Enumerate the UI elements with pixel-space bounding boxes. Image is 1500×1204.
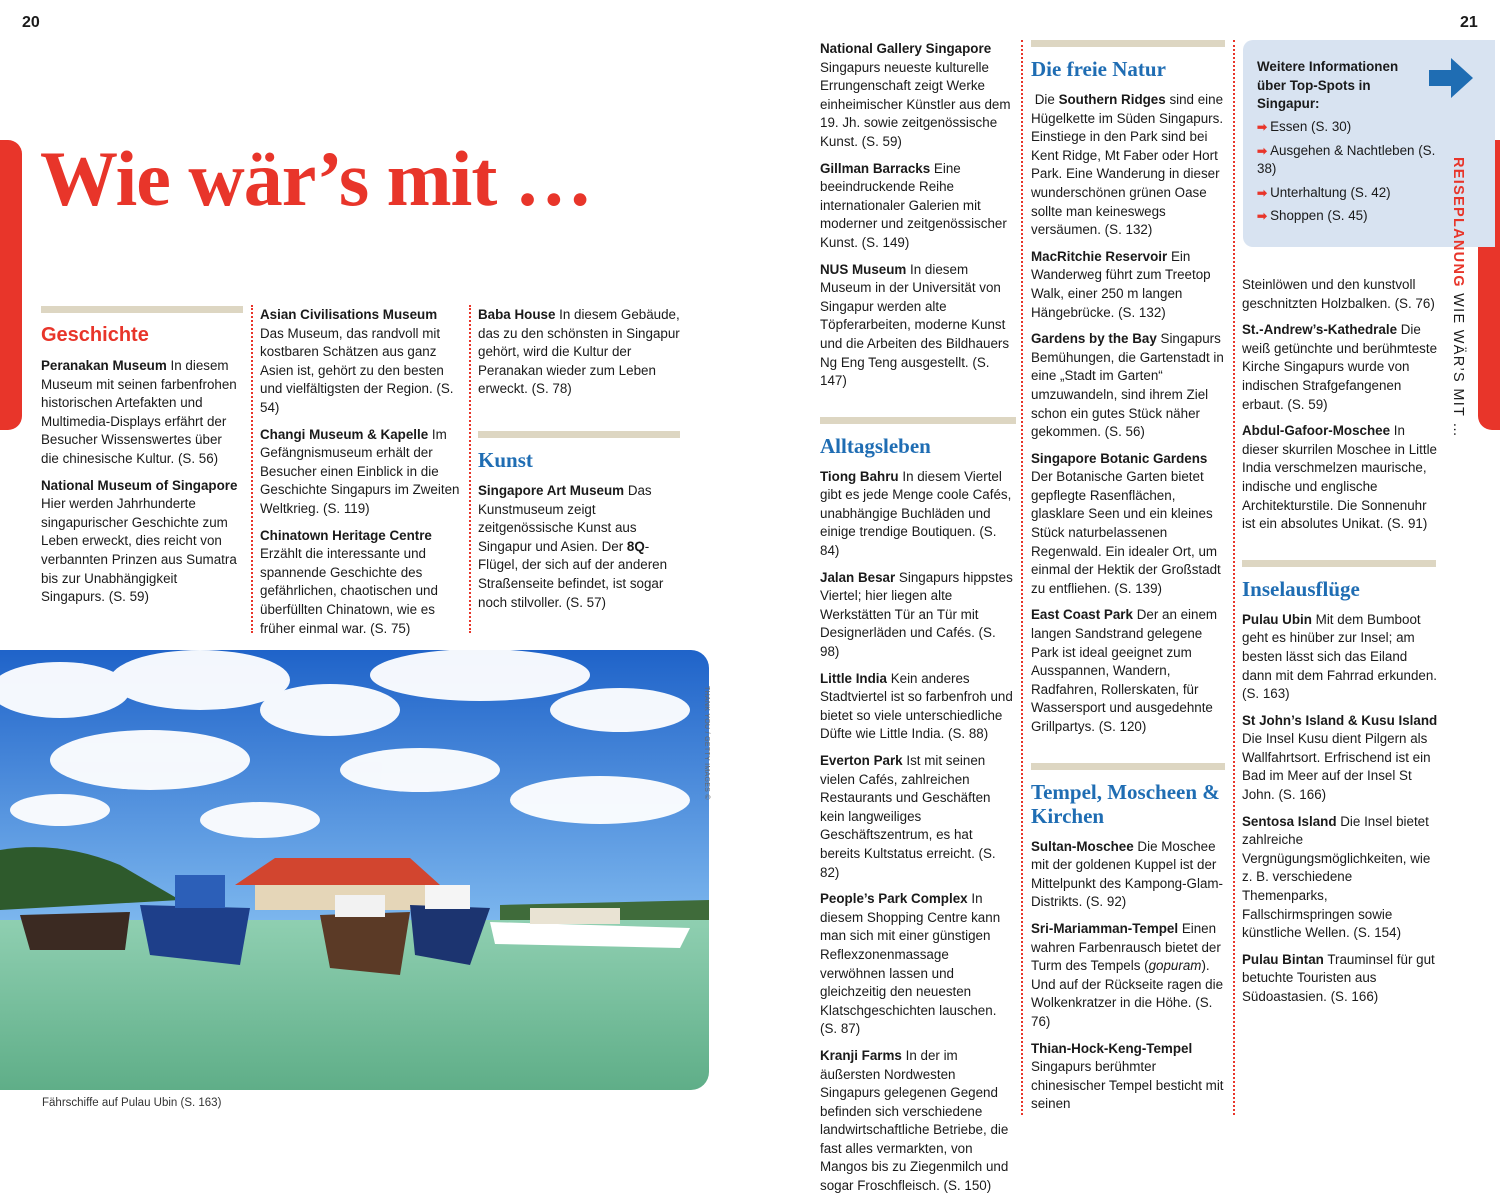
photo-ferries-pulau-ubin <box>0 650 709 1090</box>
entry-chinatown-heritage: Chinatown Heritage Centre Erzählt die interessante und spannende Geschichte des gefährlichen, chaotischen und überfüllten Chinatown, wie es früher einmal war. (S. 75) <box>260 527 438 636</box>
arrow-bullet-icon: ➡ <box>1257 120 1268 134</box>
section-bar <box>1242 560 1436 567</box>
arrow-bullet-icon: ➡ <box>1257 209 1268 224</box>
section-heading-alltagsleben: Alltagsleben <box>820 433 931 458</box>
arrow-bullet-icon: ➡ <box>1257 143 1268 158</box>
section-heading-insel: Inselausflüge <box>1242 576 1360 601</box>
entry-baba-house: Baba House In diesem Gebäude, das zu den schönsten in Singapur gehört, wird die Kultur der Peranakan wieder zum Leben erweckt. (S. 78) <box>478 307 680 397</box>
info-link-essen[interactable]: ➡ Essen (S. 30) <box>1257 119 1352 134</box>
info-link-unterhaltung[interactable]: ➡ Unterhaltung (S. 42) <box>1257 184 1391 200</box>
column-natur-tempel <box>1031 40 1225 1122</box>
section-heading-tempel: Tempel, Moscheen & Kirchen <box>1031 779 1220 828</box>
entry-tiong-bahru: Tiong Bahru In diesem Viertel gibt es jede Menge coole Cafés, unabhängige Buchläden und einige trendige Boutiquen. (S. 84) <box>820 468 1012 559</box>
column-geschichte-1 <box>41 306 243 615</box>
entry-asian-civilisations: Asian Civilisations Museum Das Museum, das randvoll mit kostbaren Schätzen aus ganz Asien ist, gehört zu den besten und vielfältigsten der Region. (S. 54) <box>260 307 454 415</box>
entry-pulau-ubin: Pulau Ubin Mit dem Bumboot geht es hinüber zur Insel; am besten lässt sich das Eiland dann mit dem Fahrrad erkunden. (S. 163) <box>1242 611 1438 702</box>
entry-east-coast-park: East Coast Park Der an einem langen Sandstrand gelegene Park ist ideal geeignet zum Ausspannen, Wandern, Radfahren, Rollerskaten, für Wassersport und ausgedehnte Grillpartys. (S. 120) <box>1031 607 1218 734</box>
photo-caption: Fährschiffe auf Pulau Ubin (S. 163) <box>42 1097 222 1109</box>
photo-credit: THANK YOU / GETTY IMAGES © <box>703 686 710 800</box>
section-bar <box>820 417 1016 424</box>
column-divider <box>1233 40 1235 1115</box>
side-label-topic: WIE WÄR’S MIT … <box>1450 293 1466 439</box>
column-geschichte-3 <box>478 306 680 620</box>
column-divider <box>251 305 253 633</box>
entry-gardens-by-the-bay: Gardens by the Bay Singapurs Bemühungen, die Gartenstadt in eine „Stadt im Garten“ umzuwandeln, sind ihrem Ziel schon ein gutes Stück näher gekommen. (S. 56) <box>1031 331 1224 440</box>
column-divider <box>1021 40 1023 1115</box>
info-box-links <box>1257 118 1457 231</box>
entry-thian-hock-keng-cont: Steinlöwen und den kunstvoll geschnitzten Holzbalken. (S. 76) <box>1242 277 1435 311</box>
section-heading-kunst: Kunst <box>478 447 533 472</box>
right-page-number: 21 <box>1460 14 1478 31</box>
section-bar <box>41 306 243 313</box>
entry-pulau-bintan: Pulau Bintan Trauminsel für gut betuchte Touristen aus Südoastasien. (S. 166) <box>1242 951 1435 1004</box>
section-bar <box>478 431 680 438</box>
info-link-ausgehen[interactable]: ➡ Ausgehen & Nachtleben (S. 38) <box>1257 142 1436 177</box>
entry-nus-museum: NUS Museum In diesem Museum in der Universität von Singapur werden alte Töpferarbeiten, moderne Kunst und die Arbeiten des Bildhauers Ng Eng Teng ausgestellt. (S. 147) <box>820 261 1010 389</box>
section-heading-geschichte: Geschichte <box>41 324 149 346</box>
column-tempel-insel <box>1242 276 1438 1015</box>
entry-botanic-gardens: Singapore Botanic Gardens Der Botanische Garten bietet gepflegte Rasenflächen, glasklare Seen und ein kleines Stück naturbelassenen Regenwald. Ein idealer Ort, um einmal der Hektik der Großstadt zu entfliehen. (S. 139) <box>1031 450 1221 596</box>
section-bar <box>1031 40 1225 47</box>
entry-sentosa: Sentosa Island Die Insel bietet zahlreiche Vergnügungsmöglichkeiten, wie z. B. verschiedene Themenparks, Fallschirmspringen sowie künstliche Wellen. (S. 154) <box>1242 813 1431 941</box>
left-page-number: 20 <box>22 14 40 31</box>
entry-peranakan-museum: Peranakan Museum In diesem Museum mit seinen farbenfrohen historischen Artefakten und Multimedia-Displays erfährt der Besucher Wissenswertes über die chinesische Kultur. (S. 56) <box>41 358 237 466</box>
entry-peoples-park: People’s Park Complex In diesem Shopping Centre kann man sich mit einer günstigen Reflexzonenmassage verwöhnen lassen und gleichzeitig den neuesten Klatschgeschichten lauschen. (S. 87) <box>820 891 1001 1037</box>
entry-singapore-art-museum: Singapore Art Museum Das Kunstmuseum zeigt zeitgenössische Kunst aus Singapur und Asien. Der 8Q-Flügel, der sich auf der anderen Straßenseite befindet, ist sogar noch stilvoller. (S. 57) <box>478 482 668 610</box>
entry-macritchie: MacRitchie Reservoir Ein Wanderweg führt zum Treetop Walk, einer 250 m langen Hängebrücke. (S. 132) <box>1031 248 1211 320</box>
entry-gillman-barracks: Gillman Barracks Eine beeindruckende Reihe internationaler Galerien mit moderner und zeitgenössischer Kunst. (S. 149) <box>820 160 1007 250</box>
entry-everton-park: Everton Park Ist mit seinen vielen Cafés, zahlreichen Restaurants und Geschäften kein langweiliges Geschäftszentrum, es hat bereits Kultstatus erreicht. (S. 82) <box>820 753 996 880</box>
entry-changi-museum: Changi Museum & Kapelle Im Gefängnismuseum erhält der Besucher einen Einblick in die Geschichte Singapurs im Zweiten Weltkrieg. (S. 119) <box>260 426 460 516</box>
entry-jalan-besar: Jalan Besar Singapurs hippstes Viertel; hier liegen alte Werkstätten Tür an Tür mit Designerläden und Cafés. (S. 98) <box>820 569 1013 660</box>
left-edge-tab <box>0 140 22 430</box>
entry-st-andrews: St.-Andrew’s-Kathedrale Die weiß getünchte und berühmteste Kirche Singapurs wurde von indischen Strafgefangenen erbaut. (S. 59) <box>1242 322 1438 412</box>
entry-little-india: Little India Kein anderes Stadtviertel ist so farbenfroh und bietet so viele unterschiedliche Düfte wie Little India. (S. 88) <box>820 670 1013 742</box>
entry-national-museum: National Museum of Singapore Hier werden Jahrhunderte singapurischer Geschichte zum Leben erweckt, dies reicht von verbannten Prinzen aus Sumatra bis zur Unabhängigkeit Singapurs. (S. 59) <box>41 477 238 605</box>
entry-sri-mariamman: Sri-Mariamman-Tempel Einen wahren Farbenrausch bietet der Turm des Tempels (gopuram). Und auf der Rückseite ragen die Wolkenkratzer in die Höhe. (S. 76) <box>1031 920 1224 1029</box>
entry-thian-hock-keng: Thian-Hock-Keng-Tempel Singapurs berühmter chinesischer Tempel besticht mit seinen <box>1031 1040 1224 1112</box>
side-label <box>1450 157 1466 438</box>
column-geschichte-2 <box>260 306 460 646</box>
column-kunst-alltag <box>820 40 1016 1204</box>
arrow-bullet-icon: ➡ <box>1257 185 1268 200</box>
page-title: Wie wär’s mit … <box>40 135 592 222</box>
section-heading-natur: Die freie Natur <box>1031 57 1166 81</box>
entry-st-johns-kusu: St John’s Island & Kusu Island Die Insel Kusu dient Pilgern als Wallfahrtsort. Erfrischend ist ein Bad im Meer auf der Insel St John. (S. 166) <box>1242 712 1438 803</box>
entry-national-gallery: National Gallery Singapore Singapurs neueste kulturelle Errungenschaft zeigt Werke einheimischer Künstler aus dem 19. Jh. sowie zeitgenössische Kunst. (S. 59) <box>820 41 1011 149</box>
side-label-section: REISEPLANUNG <box>1450 157 1466 288</box>
arrow-right-icon <box>1429 58 1473 98</box>
photo-illustration <box>0 650 709 1090</box>
info-box-title: Weitere Informationen über Top-Spots in Singapur: <box>1257 59 1399 112</box>
section-bar <box>1031 763 1225 770</box>
entry-southern-ridges: Die Southern Ridges sind eine Hügelkette im Süden Singapurs. Einstiege in den Park sind bei Kent Ridge, Mt Faber oder Hort Park. Eine Wanderung in dieser wunderschönen grünen Oase sollte man keineswegs versäumen. (S. 132) <box>1031 92 1224 238</box>
entry-sultan-moschee: Sultan-Moschee Die Moschee mit der goldenen Kuppel ist der Mittelpunkt des Kampong-Glam-Distrikts. (S. 92) <box>1031 838 1224 910</box>
info-link-shoppen[interactable]: ➡ Shoppen (S. 45) <box>1257 208 1368 224</box>
column-divider <box>469 305 471 633</box>
entry-kranji-farms: Kranji Farms In der im äußersten Nordwesten Singapurs gelegenen Gegend befinden sich verschiedene landwirtschaftliche Betriebe, die fast alles vermarkten, von Mangos bis zu Ziegenmilch und sogar Froschfleisch. (S. 150) <box>820 1047 1009 1194</box>
entry-abdul-gafoor: Abdul-Gafoor-Moschee In dieser skurrilen Moschee in Little India verschmelzen maurische, indische und englische Architekturstile. Die Sonnenuhr ist ein absolutes Unikat. (S. 91) <box>1242 423 1437 532</box>
